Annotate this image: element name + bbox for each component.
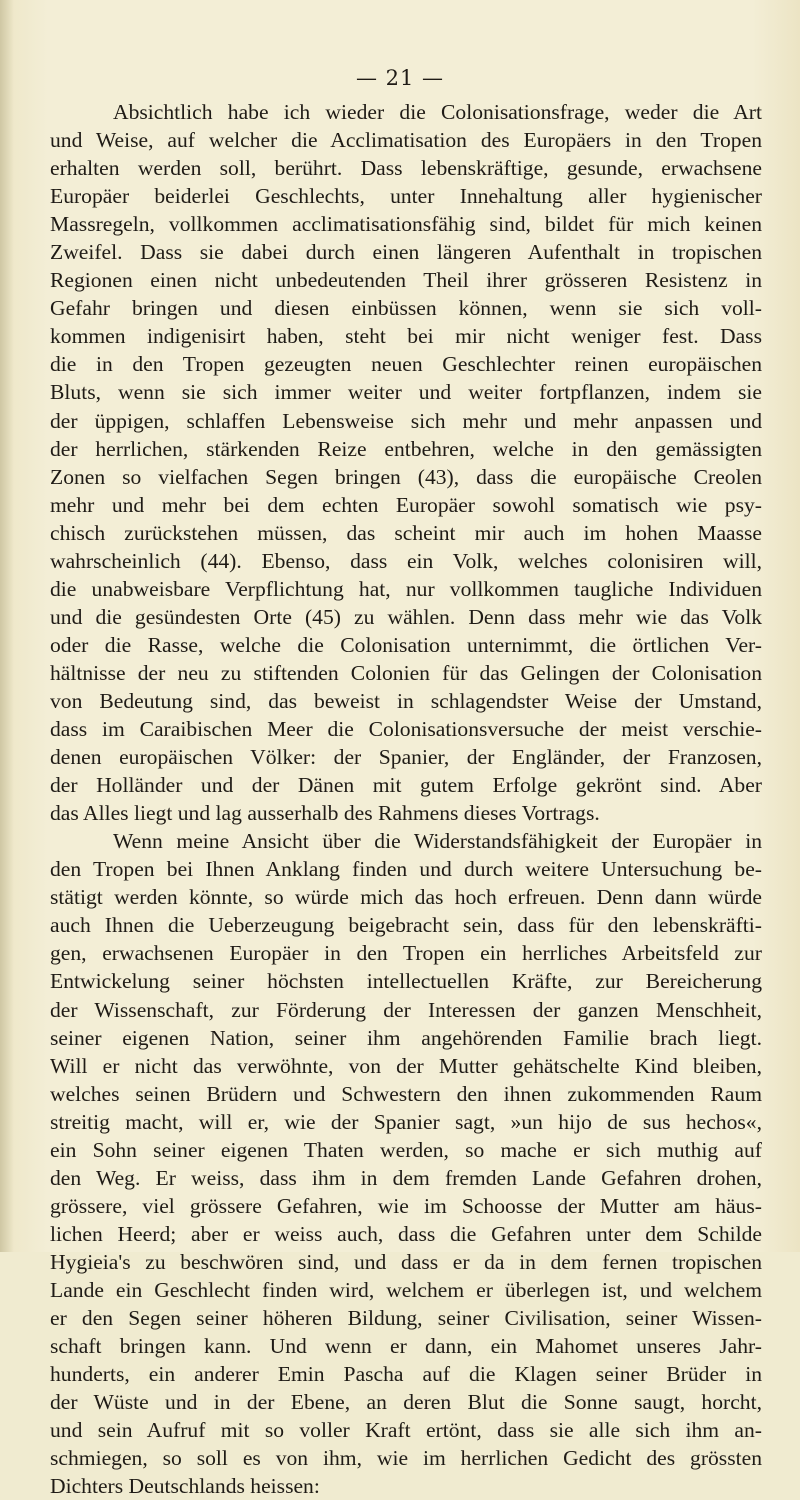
- text-line: Regionen einen nicht unbedeutenden Theil ihrer grösseren Resistenz in: [50, 268, 762, 293]
- text-line: stätigt werden könnte, so würde mich das hoch erfreuen. Denn dann würde: [50, 885, 762, 910]
- text-line: und Weise, auf welcher die Acclimatisation des Europäers in den Tropen: [50, 128, 762, 153]
- text-line: Lande ein Geschlecht finden wird, welchem er überlegen ist, und welchem: [50, 1277, 762, 1302]
- text-line: die in den Tropen gezeugten neuen Geschlechter reinen europäischen: [50, 352, 762, 377]
- text-line: welches seinen Brüdern und Schwestern den ihnen zukommenden Raum: [50, 1081, 762, 1106]
- text-line: er den Segen seiner höheren Bildung, seiner Civilisation, seiner Wissen-: [50, 1306, 762, 1331]
- text-line: den Tropen bei Ihnen Anklang finden und durch weitere Untersuchung be-: [50, 857, 762, 882]
- text-line: schmiegen, so soll es von ihm, wie im herrlichen Gedicht des grössten: [50, 1446, 762, 1471]
- text-line: schaft bringen kann. Und wenn er dann, ein Mahomet unseres Jahr-: [50, 1334, 762, 1359]
- text-line: ein Sohn seiner eigenen Thaten werden, so mache er sich muthig auf: [50, 1137, 762, 1162]
- text-line: der Holländer und der Dänen mit gutem Erfolge gekrönt sind. Aber: [50, 773, 762, 798]
- text-line: Zweifel. Dass sie dabei durch einen längeren Aufenthalt in tropischen: [50, 240, 762, 265]
- text-line: Bluts, wenn sie sich immer weiter und weiter fortpflanzen, indem sie: [50, 380, 762, 405]
- page-edge-shadow: [0, 0, 14, 1252]
- text-line: der üppigen, schlaffen Lebensweise sich mehr und mehr anpassen und: [50, 408, 762, 433]
- text-line: chisch zurückstehen müssen, das scheint mir auch im hohen Maasse: [50, 520, 762, 545]
- text-line: denen europäischen Völker: der Spanier, der Engländer, der Franzosen,: [50, 745, 762, 770]
- page-number-header: — 21 —: [355, 66, 445, 90]
- text-line: den Weg. Er weiss, dass ihm in dem fremden Lande Gefahren drohen,: [50, 1165, 762, 1190]
- text-line: und sein Aufruf mit so voller Kraft ertönt, dass sie alle sich ihm an-: [50, 1418, 762, 1443]
- text-line: Gefahr bringen und diesen einbüssen können, wenn sie sich voll-: [50, 296, 762, 321]
- text-line: Zonen so vielfachen Segen bringen (43), dass die europäische Creolen: [50, 464, 762, 489]
- text-line: das Alles liegt und lag ausserhalb des Rahmens dieses Vortrags.: [50, 801, 600, 826]
- text-line: Europäer beiderlei Geschlechts, unter Innehaltung aller hygienischer: [50, 184, 762, 209]
- text-line: Massregeln, vollkommen acclimatisationsfähig sind, bildet für mich keinen: [50, 212, 762, 237]
- text-line: streitig macht, will er, wie der Spanier sagt, »un hijo de sus hechos«,: [50, 1109, 762, 1134]
- text-line: mehr und mehr bei dem echten Europäer sowohl somatisch wie psy-: [50, 492, 762, 517]
- text-line: Absichtlich habe ich wieder die Colonisationsfrage, weder die Art: [113, 100, 762, 124]
- text-line: lichen Heerd; aber er weiss auch, dass die Gefahren unter dem Schilde: [50, 1221, 762, 1246]
- text-line: der Wüste und in der Ebene, an deren Blut die Sonne saugt, horcht,: [50, 1390, 762, 1415]
- text-line: erhalten werden soll, berührt. Dass lebenskräftige, gesunde, erwachsene: [50, 156, 762, 181]
- text-line: der herrlichen, stärkenden Reize entbehren, welche in den gemässigten: [50, 436, 762, 461]
- text-line: grössere, viel grössere Gefahren, wie im Schoosse der Mutter am häus-: [50, 1193, 762, 1218]
- text-line: gen, erwachsenen Europäer in den Tropen ein herrliches Arbeitsfeld zur: [50, 941, 762, 966]
- text-line: Wenn meine Ansicht über die Widerstandsfähigkeit der Europäer in: [113, 829, 762, 854]
- text-line: hältnisse der neu zu stiftenden Colonien für das Gelingen der Colonisation: [50, 660, 762, 685]
- text-line: und die gesündesten Orte (45) zu wählen. Denn dass mehr wie das Volk: [50, 604, 762, 629]
- text-line: Will er nicht das verwöhnte, von der Mutter gehätschelte Kind bleiben,: [50, 1053, 762, 1078]
- text-line: seiner eigenen Nation, seiner ihm angehörenden Familie brach liegt.: [50, 1025, 762, 1050]
- text-line: Dichters Deutschlands heissen:: [50, 1474, 320, 1499]
- text-line: oder die Rasse, welche die Colonisation unternimmt, die örtlichen Ver-: [50, 632, 762, 657]
- text-line: Entwickelung seiner höchsten intellectuellen Kräfte, zur Bereicherung: [50, 969, 762, 994]
- text-line: auch Ihnen die Ueberzeugung beigebracht sein, dass für den lebenskräfti-: [50, 913, 762, 938]
- text-line: von Bedeutung sind, das beweist in schlagendster Weise der Umstand,: [50, 688, 762, 713]
- text-line: Hygieia's zu beschwören sind, und dass er da in dem fernen tropischen: [50, 1249, 762, 1274]
- text-line: hunderts, ein anderer Emin Pascha auf die Klagen seiner Brüder in: [50, 1362, 762, 1387]
- text-line: die unabweisbare Verpflichtung hat, nur vollkommen taugliche Individuen: [50, 576, 762, 601]
- text-line: dass im Caraibischen Meer die Colonisationsversuche der meist verschie-: [50, 717, 762, 742]
- body-text: [50, 98, 762, 1500]
- text-line: der Wissenschaft, zur Förderung der Interessen der ganzen Menschheit,: [50, 997, 762, 1022]
- text-line: kommen indigenisirt haben, steht bei mir nicht weniger fest. Dass: [50, 324, 762, 349]
- text-line: wahrscheinlich (44). Ebenso, dass ein Volk, welches colonisiren will,: [50, 548, 762, 573]
